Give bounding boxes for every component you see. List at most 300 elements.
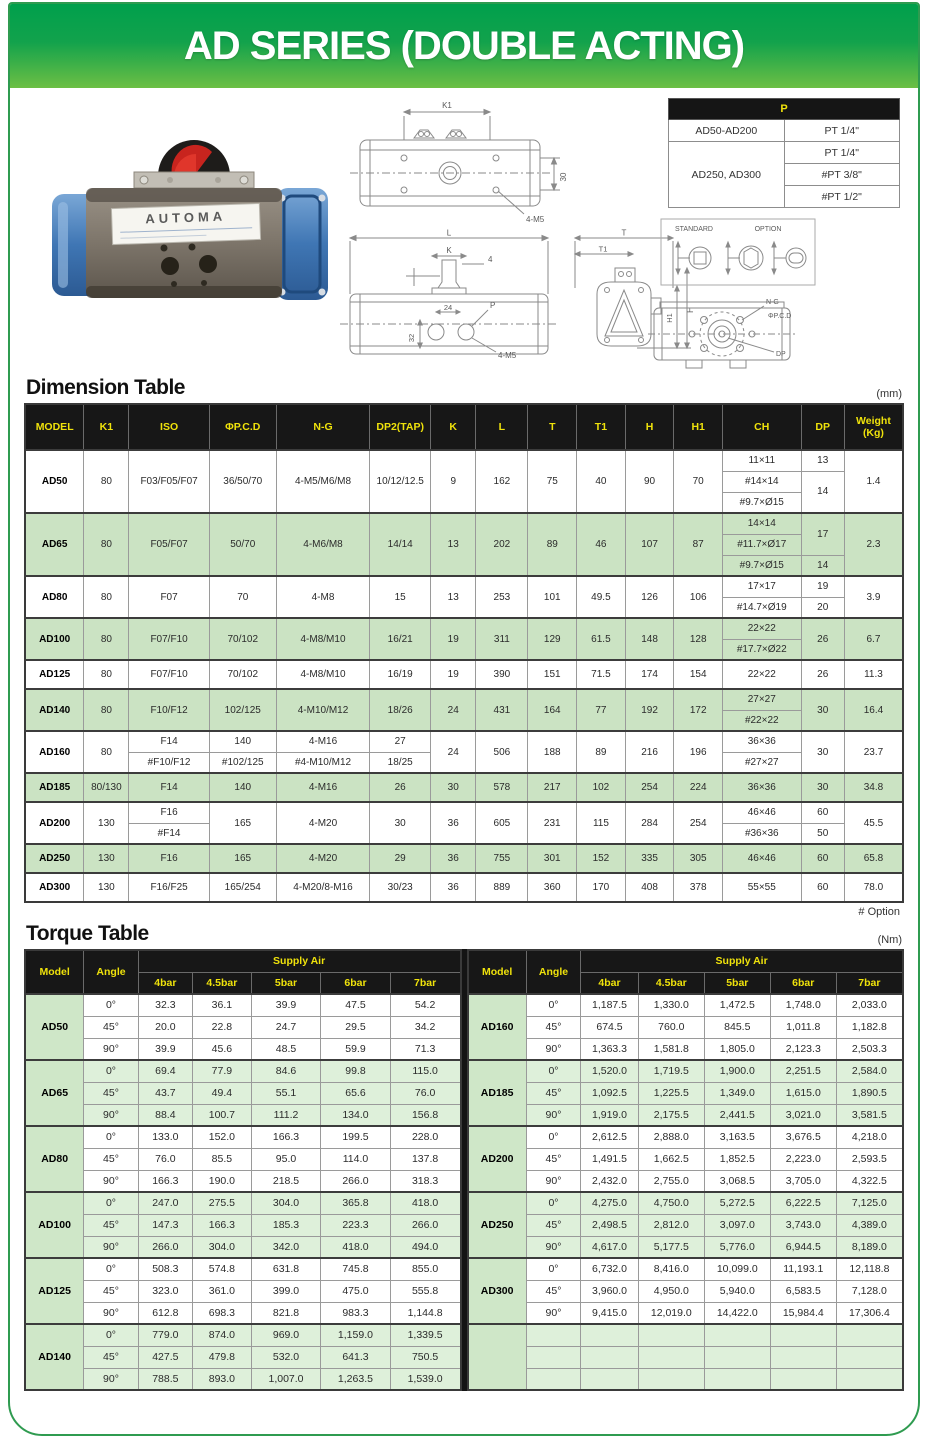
data-cell — [704, 1368, 770, 1390]
data-cell: 318.3 — [390, 1170, 460, 1192]
data-cell: #36×36 — [723, 823, 802, 844]
data-cell: 80 — [84, 576, 129, 618]
dim-label-4m5b: 4-M5 — [498, 351, 517, 360]
data-cell: 76.0 — [390, 1082, 460, 1104]
pcd-label: ΦP.C.D — [768, 313, 792, 320]
data-cell: 75 — [528, 450, 577, 513]
data-cell: 36 — [431, 873, 476, 902]
dim-label-4m5: 4-M5 — [526, 215, 545, 224]
data-cell: 50 — [801, 823, 844, 844]
data-cell: 323.0 — [138, 1280, 192, 1302]
data-cell: 90° — [526, 1104, 580, 1126]
data-cell: F16/F25 — [129, 873, 209, 902]
data-cell: 0° — [84, 1060, 138, 1082]
model-cell: AD300 — [468, 1258, 527, 1324]
data-cell: #14×14 — [723, 471, 802, 492]
table-row — [25, 844, 903, 873]
data-cell: 46×46 — [723, 844, 802, 873]
data-cell: 779.0 — [138, 1324, 192, 1346]
data-cell: 3,705.0 — [770, 1170, 836, 1192]
column-header: H — [625, 404, 674, 450]
data-cell: 4,389.0 — [836, 1214, 903, 1236]
data-cell: 4,950.0 — [638, 1280, 704, 1302]
column-header-4-5bar: 4.5bar — [638, 972, 704, 994]
column-header: L — [476, 404, 528, 450]
data-cell: 30 — [801, 773, 844, 802]
data-cell: 15,984.4 — [770, 1302, 836, 1324]
data-cell: 46 — [577, 513, 626, 576]
data-cell: 49.4 — [192, 1082, 251, 1104]
data-cell: 1,007.0 — [251, 1368, 320, 1390]
data-cell: F07/F10 — [129, 660, 209, 689]
column-header: ΦP.C.D — [209, 404, 276, 450]
column-header-5bar: 5bar — [251, 972, 320, 994]
data-cell — [770, 1324, 836, 1346]
data-cell: 19 — [801, 576, 844, 597]
model-cell: AD80 — [25, 1126, 84, 1192]
data-cell: 19 — [431, 618, 476, 660]
data-cell: 4,750.0 — [638, 1192, 704, 1214]
data-cell: 0° — [84, 1324, 138, 1346]
ng-label: N-G — [766, 299, 779, 306]
dim-label-4: 4 — [488, 255, 493, 264]
column-header: T — [528, 404, 577, 450]
port-table-wrap — [668, 98, 900, 208]
data-cell: 59.9 — [321, 1038, 390, 1060]
data-cell: 788.5 — [138, 1368, 192, 1390]
data-cell: 99.8 — [321, 1060, 390, 1082]
model-range: AD50-AD200 — [669, 120, 785, 142]
data-cell: 1,520.0 — [581, 1060, 639, 1082]
data-cell: 36/50/70 — [209, 450, 276, 513]
data-cell: 506 — [476, 731, 528, 773]
model-cell — [468, 1324, 527, 1390]
data-cell: 80/130 — [84, 773, 129, 802]
column-header-supply-air: Supply Air — [581, 950, 903, 972]
data-cell: 22×22 — [723, 618, 802, 639]
data-cell: 4,322.5 — [836, 1170, 903, 1192]
data-cell: 479.8 — [192, 1346, 251, 1368]
column-header-5bar: 5bar — [704, 972, 770, 994]
column-header: DP — [801, 404, 844, 450]
data-cell: 3,068.5 — [704, 1170, 770, 1192]
data-cell: 106 — [674, 576, 723, 618]
table-row — [468, 1346, 904, 1368]
table-row — [468, 1192, 904, 1214]
data-cell: 342.0 — [251, 1236, 320, 1258]
data-cell: 80 — [84, 618, 129, 660]
data-cell: 0° — [84, 994, 138, 1016]
torque-table-left — [24, 949, 462, 1391]
data-cell: 196 — [674, 731, 723, 773]
dim-label-l: L — [446, 228, 452, 238]
data-cell: 22×22 — [723, 660, 802, 689]
data-cell: 45.6 — [192, 1038, 251, 1060]
data-cell: 199.5 — [321, 1126, 390, 1148]
dim-label-k: K — [446, 246, 452, 255]
data-cell: 84.6 — [251, 1060, 320, 1082]
data-cell: 46×46 — [723, 802, 802, 823]
data-cell: 1,852.5 — [704, 1148, 770, 1170]
data-cell: 36 — [431, 844, 476, 873]
data-cell: 45° — [526, 1016, 580, 1038]
data-cell: 185.3 — [251, 1214, 320, 1236]
port-table-title: P — [669, 99, 900, 120]
data-cell: 6,732.0 — [581, 1258, 639, 1280]
data-cell: 50/70 — [209, 513, 276, 576]
data-cell: 3,581.5 — [836, 1104, 903, 1126]
torque-section-header — [26, 922, 902, 946]
data-cell: 983.3 — [321, 1302, 390, 1324]
data-cell: 2,175.5 — [638, 1104, 704, 1126]
data-cell: 32.3 — [138, 994, 192, 1016]
table-row — [468, 1214, 904, 1236]
table-row — [25, 731, 903, 752]
data-cell: 335 — [625, 844, 674, 873]
model-cell: AD65 — [25, 1060, 84, 1126]
data-cell: 4-M6/M8 — [276, 513, 369, 576]
data-cell: 39.9 — [138, 1038, 192, 1060]
data-cell: 0° — [526, 1192, 580, 1214]
data-cell: 6,583.5 — [770, 1280, 836, 1302]
data-cell: 39.9 — [251, 994, 320, 1016]
data-cell: 1,581.8 — [638, 1038, 704, 1060]
data-cell: 4-M20/8-M16 — [276, 873, 369, 902]
data-cell: 34.2 — [390, 1016, 460, 1038]
table-row — [25, 1038, 461, 1060]
data-cell — [704, 1346, 770, 1368]
model-cell: AD250 — [468, 1192, 527, 1258]
data-cell: 1,263.5 — [321, 1368, 390, 1390]
data-cell: 95.0 — [251, 1148, 320, 1170]
data-cell: 54.2 — [390, 994, 460, 1016]
dim-label-k1: K1 — [442, 101, 452, 110]
table-row — [25, 689, 903, 710]
option-note: # Option — [858, 906, 900, 918]
column-header: CH — [723, 404, 802, 450]
data-cell: 311 — [476, 618, 528, 660]
dimension-table-title: Dimension Table — [26, 376, 185, 399]
table-row — [25, 1302, 461, 1324]
data-cell: 134.0 — [321, 1104, 390, 1126]
model-cell: AD80 — [25, 576, 84, 618]
data-cell: 69.4 — [138, 1060, 192, 1082]
data-cell: 13 — [801, 450, 844, 471]
data-cell: 1,539.0 — [390, 1368, 460, 1390]
data-cell: 612.8 — [138, 1302, 192, 1324]
dim-label-30: 30 — [559, 172, 568, 182]
table-row — [468, 1368, 904, 1390]
data-cell — [836, 1368, 903, 1390]
port-size: PT 1/4" — [784, 120, 900, 142]
data-cell — [770, 1368, 836, 1390]
model-cell: AD65 — [25, 513, 84, 576]
data-cell: 30 — [801, 731, 844, 773]
data-cell — [638, 1368, 704, 1390]
data-cell: 7,125.0 — [836, 1192, 903, 1214]
data-cell: 26 — [801, 618, 844, 660]
data-cell: F10/F12 — [129, 689, 209, 731]
data-cell: 217 — [528, 773, 577, 802]
data-cell: 80 — [84, 513, 129, 576]
table-row — [25, 1060, 461, 1082]
data-cell: 165 — [209, 802, 276, 844]
data-cell: 8,416.0 — [638, 1258, 704, 1280]
data-cell: 2,432.0 — [581, 1170, 639, 1192]
data-cell: 49.5 — [577, 576, 626, 618]
data-cell: 6,944.5 — [770, 1236, 836, 1258]
dimension-header-row — [25, 404, 903, 450]
data-cell: 3,960.0 — [581, 1280, 639, 1302]
data-cell: 1,662.5 — [638, 1148, 704, 1170]
data-cell: 4-M16 — [276, 731, 369, 752]
data-cell: 305 — [674, 844, 723, 873]
data-cell: 90° — [84, 1104, 138, 1126]
dim-label-p: P — [490, 301, 496, 310]
data-cell: 3,021.0 — [770, 1104, 836, 1126]
data-cell: F05/F07 — [129, 513, 209, 576]
data-cell: 399.0 — [251, 1280, 320, 1302]
model-cell: AD185 — [468, 1060, 527, 1126]
data-cell: 80 — [84, 660, 129, 689]
data-cell: 90° — [84, 1302, 138, 1324]
model-cell: AD140 — [25, 1324, 84, 1390]
data-cell: 133.0 — [138, 1126, 192, 1148]
data-cell: 90° — [526, 1170, 580, 1192]
data-cell: 70/102 — [209, 660, 276, 689]
data-cell: F07/F10 — [129, 618, 209, 660]
table-row — [468, 1104, 904, 1126]
data-cell: 578 — [476, 773, 528, 802]
data-cell: 2,503.3 — [836, 1038, 903, 1060]
table-row — [25, 1280, 461, 1302]
data-cell: 90° — [526, 1302, 580, 1324]
data-cell: 231 — [528, 802, 577, 844]
model-cell: AD50 — [25, 450, 84, 513]
data-cell: 11.3 — [844, 660, 903, 689]
data-cell: 18/25 — [370, 752, 431, 773]
data-cell: 14×14 — [723, 513, 802, 534]
data-cell: F03/F05/F07 — [129, 450, 209, 513]
data-cell: 34.8 — [844, 773, 903, 802]
data-cell: 90° — [84, 1236, 138, 1258]
data-cell: 78.0 — [844, 873, 903, 902]
data-cell: 223.3 — [321, 1214, 390, 1236]
data-cell: 1,491.5 — [581, 1148, 639, 1170]
data-cell: 152.0 — [192, 1126, 251, 1148]
data-cell: 156.8 — [390, 1104, 460, 1126]
data-cell: 2,812.0 — [638, 1214, 704, 1236]
table-row — [468, 1038, 904, 1060]
data-cell: 821.8 — [251, 1302, 320, 1324]
data-cell: 4-M10/M12 — [276, 689, 369, 731]
table-row — [25, 773, 903, 802]
data-cell: 45° — [84, 1346, 138, 1368]
data-cell: #9.7×Ø15 — [723, 555, 802, 576]
data-cell: 71.3 — [390, 1038, 460, 1060]
data-cell: 275.5 — [192, 1192, 251, 1214]
data-cell: 4-M16 — [276, 773, 369, 802]
data-cell: 90° — [526, 1038, 580, 1060]
data-cell: 1,159.0 — [321, 1324, 390, 1346]
data-cell: 2,888.0 — [638, 1126, 704, 1148]
data-cell: 162 — [476, 450, 528, 513]
data-cell: 43.7 — [138, 1082, 192, 1104]
data-cell: 45° — [84, 1082, 138, 1104]
model-cell: AD100 — [25, 618, 84, 660]
data-cell: 90 — [625, 450, 674, 513]
data-cell: 760.0 — [638, 1016, 704, 1038]
data-cell: 674.5 — [581, 1016, 639, 1038]
data-cell: 36×36 — [723, 773, 802, 802]
data-cell: 365.8 — [321, 1192, 390, 1214]
model-cell: AD125 — [25, 1258, 84, 1324]
data-cell: 12,019.0 — [638, 1302, 704, 1324]
data-cell: 27×27 — [723, 689, 802, 710]
data-cell: 508.3 — [138, 1258, 192, 1280]
data-cell: 45° — [84, 1280, 138, 1302]
data-cell: 88.4 — [138, 1104, 192, 1126]
data-cell: 17 — [801, 513, 844, 555]
data-cell: 266.0 — [390, 1214, 460, 1236]
data-cell: 361.0 — [192, 1280, 251, 1302]
data-cell: 26 — [801, 660, 844, 689]
data-cell: 304.0 — [192, 1236, 251, 1258]
data-cell: 874.0 — [192, 1324, 251, 1346]
data-cell: #14.7×Ø19 — [723, 597, 802, 618]
top-view-drawing — [342, 98, 577, 228]
data-cell: 24 — [431, 689, 476, 731]
table-row — [25, 1346, 461, 1368]
data-cell: 129 — [528, 618, 577, 660]
data-cell: 254 — [674, 802, 723, 844]
data-cell — [526, 1346, 580, 1368]
table-row — [669, 142, 900, 164]
data-cell: 90° — [84, 1038, 138, 1060]
data-cell: 431 — [476, 689, 528, 731]
table-row — [468, 1280, 904, 1302]
standard-label: STANDARD — [675, 226, 713, 233]
data-cell: 172 — [674, 689, 723, 731]
data-cell: F14 — [129, 773, 209, 802]
data-cell: 192 — [625, 689, 674, 731]
column-header-angle: Angle — [526, 950, 580, 994]
data-cell: 45.5 — [844, 802, 903, 844]
data-cell: 152 — [577, 844, 626, 873]
table-row — [25, 1016, 461, 1038]
data-cell: #17.7×Ø22 — [723, 639, 802, 660]
data-cell: 0° — [84, 1258, 138, 1280]
data-cell: 80 — [84, 731, 129, 773]
data-cell: 855.0 — [390, 1258, 460, 1280]
data-cell: 16/19 — [370, 660, 431, 689]
data-cell: 22.8 — [192, 1016, 251, 1038]
data-cell: 0° — [84, 1192, 138, 1214]
data-cell: 494.0 — [390, 1236, 460, 1258]
dim-label-h1: H1 — [665, 313, 674, 323]
data-cell: 475.0 — [321, 1280, 390, 1302]
column-header: N-G — [276, 404, 369, 450]
column-header-model: Model — [25, 950, 84, 994]
data-cell: #102/125 — [209, 752, 276, 773]
column-header-4bar: 4bar — [581, 972, 639, 994]
data-cell: 60 — [801, 802, 844, 823]
data-cell: 3,676.5 — [770, 1126, 836, 1148]
data-cell: 2,755.0 — [638, 1170, 704, 1192]
table-row — [468, 1258, 904, 1280]
intro-section — [24, 98, 904, 372]
data-cell: 532.0 — [251, 1346, 320, 1368]
data-cell: 85.5 — [192, 1148, 251, 1170]
data-cell: 60 — [801, 873, 844, 902]
data-cell: 60 — [801, 844, 844, 873]
data-cell: 164 — [528, 689, 577, 731]
data-cell: 115 — [577, 802, 626, 844]
dimension-body — [25, 450, 903, 902]
data-cell: 148 — [625, 618, 674, 660]
data-cell: 418.0 — [321, 1236, 390, 1258]
data-cell: 20.0 — [138, 1016, 192, 1038]
data-cell: 14/14 — [370, 513, 431, 576]
data-cell: 2,498.5 — [581, 1214, 639, 1236]
data-cell: 2,441.5 — [704, 1104, 770, 1126]
dimension-table — [24, 403, 904, 903]
data-cell: 19 — [431, 660, 476, 689]
page-title: AD SERIES (DOUBLE ACTING) — [183, 23, 745, 68]
data-cell: 284 — [625, 802, 674, 844]
column-header: T1 — [577, 404, 626, 450]
column-header-7bar: 7bar — [390, 972, 460, 994]
model-cell: AD50 — [25, 994, 84, 1060]
data-cell: #F10/F12 — [129, 752, 209, 773]
data-cell — [638, 1346, 704, 1368]
table-row — [25, 513, 903, 534]
data-cell: 698.3 — [192, 1302, 251, 1324]
data-cell: 2.3 — [844, 513, 903, 576]
table-row — [25, 1082, 461, 1104]
data-cell — [836, 1324, 903, 1346]
data-cell: 13 — [431, 576, 476, 618]
data-cell: 4-M8/M10 — [276, 618, 369, 660]
dimension-unit: (mm) — [876, 388, 902, 400]
table-row — [468, 1082, 904, 1104]
table-row — [468, 1324, 904, 1346]
data-cell: 8,189.0 — [836, 1236, 903, 1258]
torque-header-row — [468, 950, 904, 972]
data-cell: 15 — [370, 576, 431, 618]
column-header-model: Model — [468, 950, 527, 994]
column-header: MODEL — [25, 404, 84, 450]
model-cell: AD300 — [25, 873, 84, 902]
table-row — [25, 1324, 461, 1346]
data-cell: 147.3 — [138, 1214, 192, 1236]
data-cell: 188 — [528, 731, 577, 773]
data-cell: 23.7 — [844, 731, 903, 773]
data-cell: 12,118.8 — [836, 1258, 903, 1280]
data-cell: 126 — [625, 576, 674, 618]
data-cell: 17,306.4 — [836, 1302, 903, 1324]
column-header: K1 — [84, 404, 129, 450]
data-cell: 1,748.0 — [770, 994, 836, 1016]
data-cell: 1,225.5 — [638, 1082, 704, 1104]
data-cell: 378 — [674, 873, 723, 902]
column-header: DP2(TAP) — [370, 404, 431, 450]
data-cell: 845.5 — [704, 1016, 770, 1038]
data-cell: 55.1 — [251, 1082, 320, 1104]
table-row — [25, 1258, 461, 1280]
data-cell: 427.5 — [138, 1346, 192, 1368]
table-row — [468, 994, 904, 1016]
